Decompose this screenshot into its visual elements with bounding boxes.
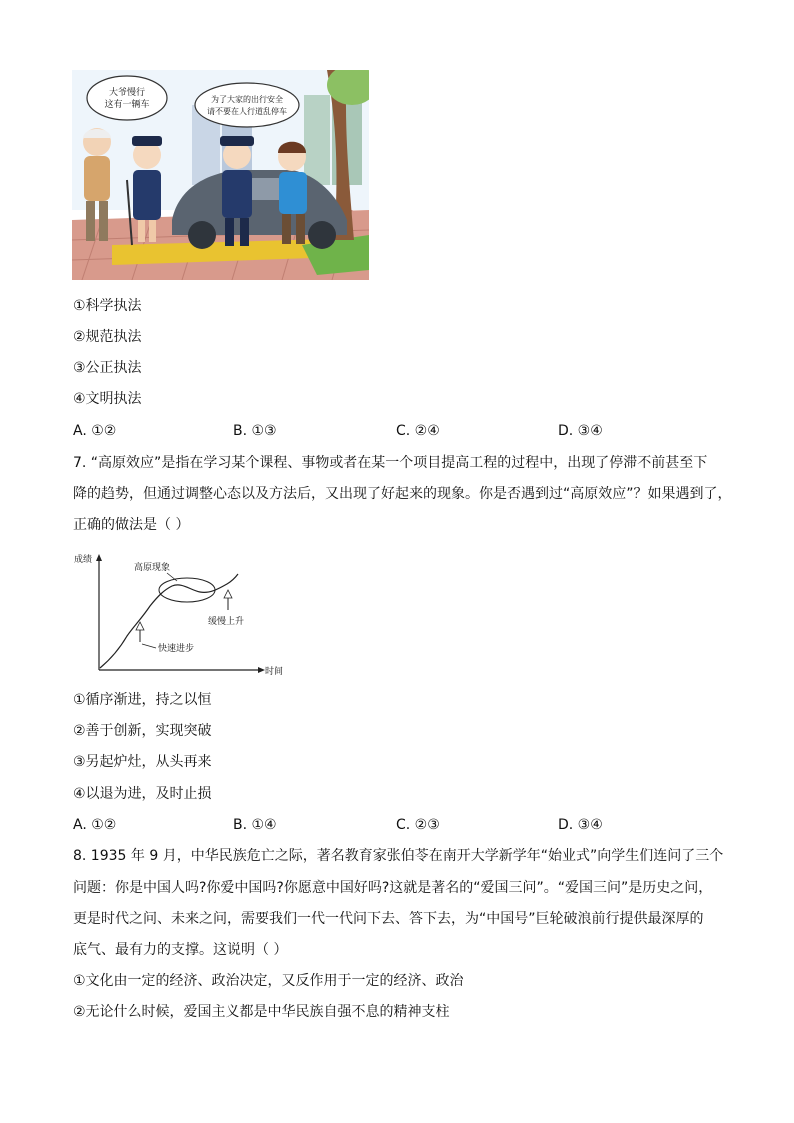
q7-option-d[interactable]: D. ③④ (558, 817, 603, 833)
q6-option-c[interactable]: C. ②④ (396, 423, 440, 439)
q7-item-3: ③另起炉灶，从头再来 (73, 754, 212, 770)
q8-item-2: ②无论什么时候，爱国主义都是中华民族自强不息的精神支柱 (73, 1004, 450, 1020)
q8-stem-line-4: 底气、最有力的支撑。这说明（ ） (73, 942, 288, 958)
q8-stem-line-1: 8. 1935 年 9 月，中华民族危亡之际，著名教育家张伯苓在南开大学新学年“始业式”向学生们连问了三个 (73, 848, 724, 864)
bubble-right-line2: 请不要在人行道乱停车 (207, 107, 287, 116)
q7-option-b[interactable]: B. ①④ (233, 817, 277, 833)
q7-item-4: ④以退为进，及时止损 (73, 786, 212, 802)
q6-item-3: ③公正执法 (73, 360, 142, 376)
bubble-right-line1: 为了大家的出行安全 (211, 95, 283, 104)
q8-stem-line-2: 问题：你是中国人吗?你爱中国吗?你愿意中国好吗?这就是著名的“爱国三问”。“爱国三问”是历史之问， (73, 880, 713, 896)
q7-item-2: ②善于创新，实现突破 (73, 723, 212, 739)
q7-stem-line-3: 正确的做法是（ ） (73, 517, 190, 533)
q6-item-1: ①科学执法 (73, 298, 142, 314)
cartoon-illustration (72, 70, 369, 280)
q7-stem-line-2: 降的趋势，但通过调整心态以及方法后，又出现了好起来的现象。你是否遇到过“高原效应”？如果遇到了， (73, 486, 732, 502)
graph-label-slow-rise: 缓慢上升 (208, 617, 245, 627)
bubble-left-line2: 这有一辆车 (104, 100, 150, 110)
bubble-left-line1: 大爷慢行 (108, 88, 146, 98)
q6-item-2: ②规范执法 (73, 329, 142, 345)
graph-xlabel: 时间 (265, 667, 284, 677)
q6-item-4: ④文明执法 (73, 391, 142, 407)
q6-option-d[interactable]: D. ③④ (558, 423, 603, 439)
q7-item-1: ①循序渐进，持之以恒 (73, 692, 212, 708)
q6-option-a[interactable]: A. ①② (73, 423, 117, 439)
graph-label-fast-progress: 快速进步 (158, 644, 195, 654)
q7-stem-line-1: 7. “高原效应”是指在学习某个课程、事物或者在某一个项目提高工程的过程中，出现了停滞不前甚至下 (73, 455, 708, 471)
q8-item-1: ①文化由一定的经济、政治决定，又反作用于一定的经济、政治 (73, 973, 464, 989)
q7-option-c[interactable]: C. ②③ (396, 817, 440, 833)
q8-stem-line-3: 更是时代之问、未来之问，需要我们一代一代问下去、答下去，为“中国号”巨轮破浪前行提供最深厚的 (73, 911, 704, 927)
q6-option-b[interactable]: B. ①③ (233, 423, 277, 439)
graph-ylabel: 成绩 (74, 555, 93, 565)
graph-label-plateau: 高原现象 (134, 563, 171, 573)
q7-option-a[interactable]: A. ①② (73, 817, 117, 833)
plateau-effect-graph (72, 548, 292, 678)
